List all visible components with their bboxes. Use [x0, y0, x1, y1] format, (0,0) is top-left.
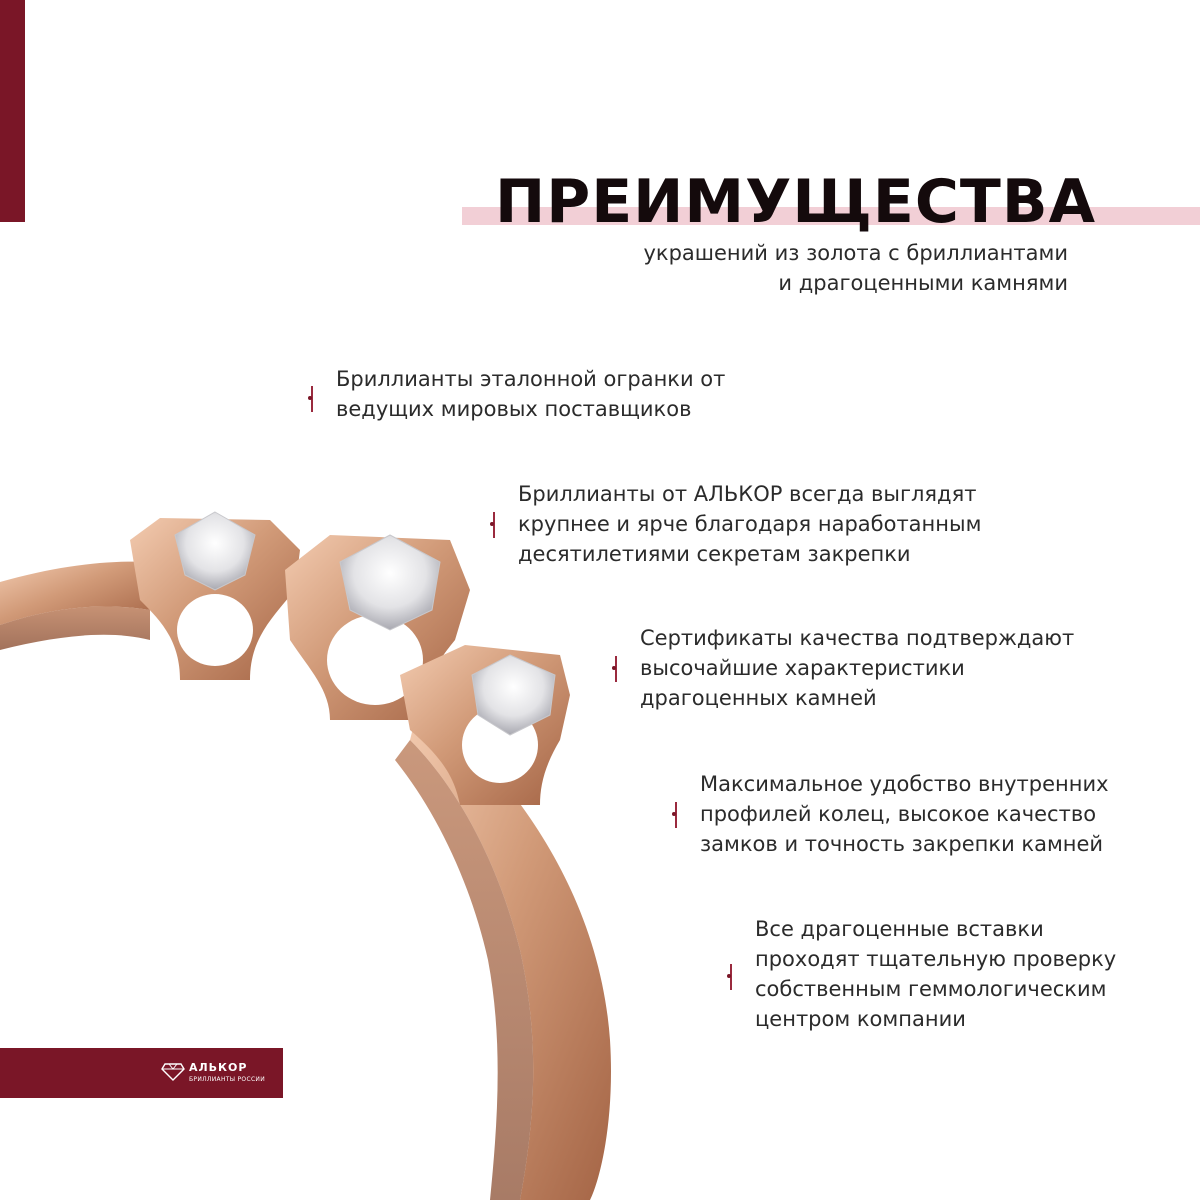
feature-line: высочайшие характеристики — [640, 656, 965, 680]
feature-text — [336, 364, 725, 424]
feature-line: Бриллианты эталонной огранки от — [336, 367, 726, 391]
feature-line: крупнее и ярче благодаря наработанным — [518, 512, 982, 536]
feature-line: Максимальное удобство внутренних — [700, 772, 1109, 796]
page-subtitle — [643, 238, 1068, 298]
feature-line: десятилетиями секретам закрепки — [518, 542, 911, 566]
brand-name: АЛЬКОР — [189, 1061, 248, 1074]
feature-item — [518, 479, 981, 569]
feature-line: собственным геммологическим — [755, 977, 1107, 1001]
feature-line: Сертификаты качества подтверждают — [640, 626, 1075, 650]
brand-logo-block — [0, 1048, 283, 1098]
feature-line: профилей колец, высокое качество — [700, 802, 1097, 826]
feature-line: ведущих мировых поставщиков — [336, 397, 692, 421]
subtitle-line: и драгоценными камнями — [778, 271, 1068, 295]
brand-tagline: БРИЛЛИАНТЫ РОССИИ — [189, 1076, 266, 1083]
subtitle-line: украшений из золота с бриллиантами — [643, 241, 1068, 265]
feature-text — [755, 914, 1116, 1034]
feature-item — [700, 769, 1109, 859]
feature-line: проходят тщательную проверку — [755, 947, 1117, 971]
accent-bar — [0, 0, 25, 222]
feature-text — [518, 479, 981, 569]
feature-text — [700, 769, 1109, 859]
feature-item — [640, 623, 1074, 713]
page-title: ПРЕИМУЩЕСТВА — [495, 167, 1097, 237]
feature-line: Все драгоценные вставки — [755, 917, 1044, 941]
feature-item — [336, 364, 725, 424]
feature-item — [755, 914, 1116, 1034]
feature-text — [640, 623, 1074, 713]
feature-line: драгоценных камней — [640, 686, 877, 710]
feature-line: замков и точность закрепки камней — [700, 832, 1104, 856]
feature-line: Бриллианты от АЛЬКОР всегда выглядят — [518, 482, 977, 506]
feature-line: центром компании — [755, 1007, 966, 1031]
diamond-logo-icon — [161, 1063, 185, 1081]
